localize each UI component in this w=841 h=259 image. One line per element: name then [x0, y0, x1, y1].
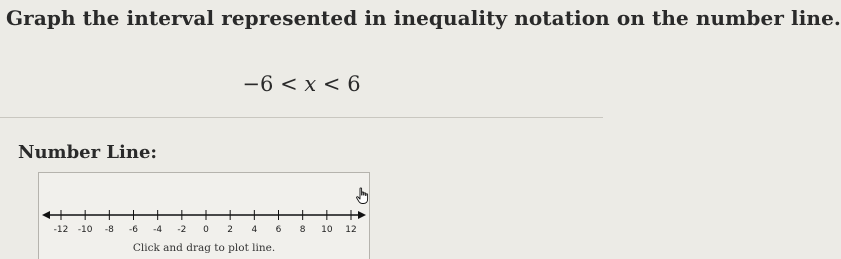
- tick-label: -4: [153, 225, 163, 235]
- tick-label: 0: [203, 225, 209, 235]
- tick-label: 12: [345, 225, 357, 235]
- number-line-panel[interactable]: [38, 172, 370, 259]
- instruction-hint: Click and drag to plot line.: [132, 242, 276, 254]
- inequality-upper: 6: [347, 72, 361, 96]
- arrow-left-icon: [42, 211, 50, 219]
- tick-label: -6: [129, 225, 138, 235]
- tick-label: -10: [77, 225, 93, 235]
- section-label: Number Line:: [18, 142, 158, 163]
- inequality-op1: <: [280, 72, 298, 96]
- inequality-variable: x: [304, 72, 317, 96]
- tick-label: 6: [275, 225, 282, 235]
- tick-label: 4: [251, 225, 258, 235]
- inequality-expression: [0, 72, 603, 96]
- arrow-right-icon: [358, 211, 366, 219]
- tick-label: 8: [299, 225, 306, 235]
- tick-marks: [54, 210, 357, 235]
- question-text: Graph the interval represented in inequality notation on the number line.: [6, 6, 841, 30]
- inequality-op2: <: [322, 72, 341, 96]
- tick-label: -8: [104, 225, 114, 235]
- tick-label: 10: [321, 225, 333, 235]
- inequality-lower: −6: [242, 72, 274, 96]
- tick-label: -12: [53, 225, 69, 235]
- tick-label: -2: [177, 225, 187, 235]
- section-divider: [0, 117, 603, 118]
- tick-label: 2: [227, 225, 234, 235]
